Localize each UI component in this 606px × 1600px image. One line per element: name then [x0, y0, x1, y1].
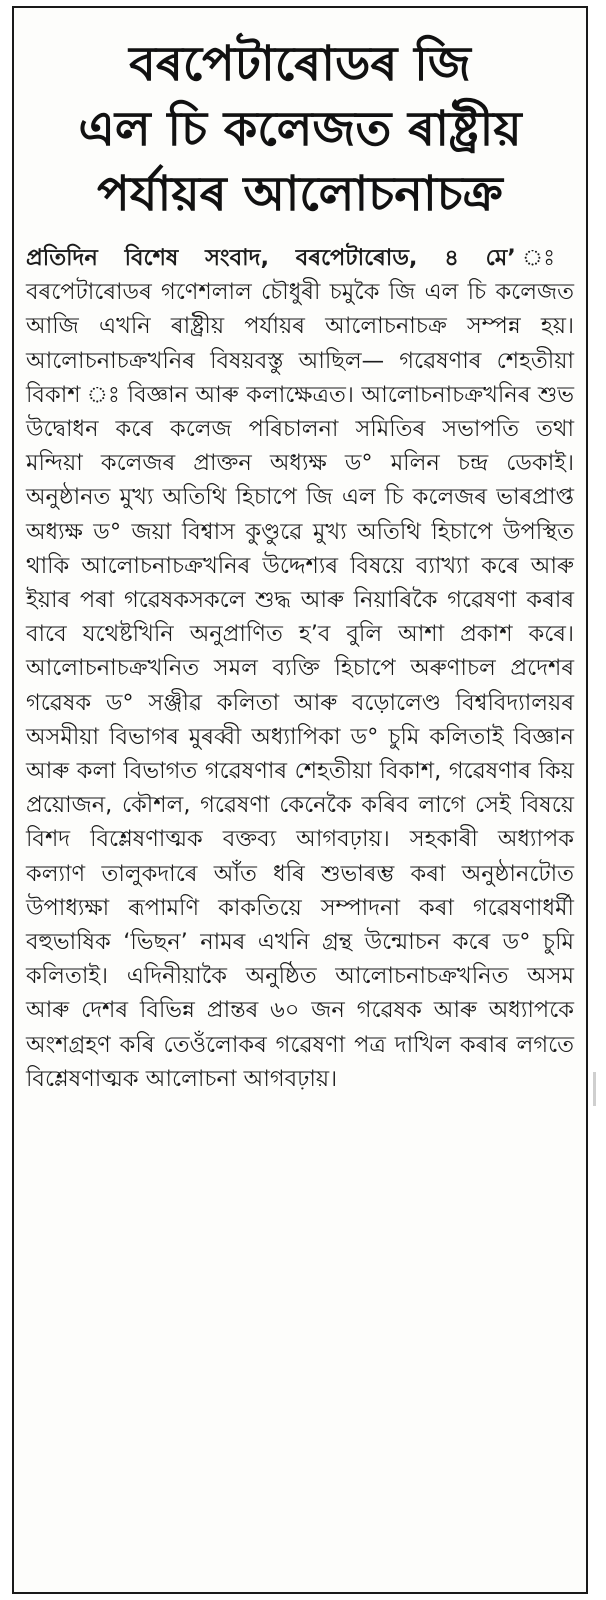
- headline-line-3: পৰ্যায়ৰ আলোচনাচক্ৰ: [97, 166, 503, 222]
- dateline: প্ৰতিদিন বিশেষ সংবাদ, বৰপেটাৰোড, ৪ মে’: [26, 245, 516, 271]
- article-body: [26, 241, 574, 1096]
- article-text: বৰপেটাৰোডৰ গণেশলাল চৌধুৰী চমুকৈ জি এল চি কলেজত আজি এখনি ৰাষ্ট্ৰীয় পৰ্যায়ৰ আলোচনাচক্ৰ সম্পন্ন হয়। আলোচনাচক্ৰখনিৰ বিষয়বস্তু আছিল— গৱেষণাৰ শেহতীয়া বিকাশ ঃ বিজ্ঞান আৰু কলাক্ষেত্ৰত। আলোচনাচক্ৰখনিৰ শুভ উদ্বোধন কৰে কলেজ পৰিচালনা সমিতিৰ সভাপতি তথা মন্দিয়া কলেজৰ প্ৰাক্তন অধ্যক্ষ ড° মলিন চন্দ্ৰ ডেকাই। অনুষ্ঠানত মুখ্য অতিথি হিচাপে জি এল চি কলেজৰ ভাৰপ্ৰাপ্ত অধ্যক্ষ ড° জয়া বিশ্বাস কুণ্ডুৱে মুখ্য অতিথি হিচাপে উপস্থিত থাকি আলোচনাচক্ৰখনিৰ উদ্দেশ্যৰ বিষয়ে ব্যাখ্যা কৰে আৰু ইয়াৰ পৰা গৱেষকসকলে শুদ্ধ আৰু নিয়াৰিকৈ গৱেষণা কৰাৰ বাবে যথেষ্টখিনি অনুপ্ৰাণিত হ’ব বুলি আশা প্ৰকাশ কৰে। আলোচনাচক্ৰখনিত সমল ব্যক্তি হিচাপে অৰুণাচল প্ৰদেশৰ গৱেষক ড° সঞ্জীৱ কলিতা আৰু বড়োলেণ্ড বিশ্ববিদ্যালয়ৰ অসমীয়া বিভাগৰ মুৰব্বী অধ্যাপিকা ড° চুমি কলিতাই বিজ্ঞান আৰু কলা বিভাগত গৱেষণাৰ শেহতীয়া বিকাশ, গৱেষণাৰ কিয় প্ৰয়োজন, কৌশল, গৱেষণা কেনেকৈ কৰিব লাগে সেই বিষয়ে বিশদ বিশ্লেষণাত্মক বক্তব্য আগবঢ়ায়। সহকাৰী অধ্যাপক কল্যাণ তালুকদাৰে আঁত ধৰি শুভাৰম্ভ কৰা অনুষ্ঠানটোত উপাধ্যক্ষা ৰূপামণি কাকতিয়ে সম্পাদনা কৰা গৱেষণাধৰ্মী বহুভাষিক ‘ভিছন’ নামৰ এখনি গ্ৰন্থ উন্মোচন কৰে ড° চুমি কলিতাই। এদিনীয়াকৈ অনুষ্ঠিত আলোচনাচক্ৰখনিত অসম আৰু দেশৰ বিভিন্ন প্ৰান্তৰ ৬০ জন গৱেষক আৰু অধ্যাপকে অংশগ্ৰহণ কৰি তেওঁলোকৰ গৱেষণা পত্ৰ দাখিল কৰাৰ লগতে বিশ্লেষণাত্মক আলোচনা আগবঢ়ায়।: [26, 279, 574, 1092]
- edge-mark: [593, 1072, 596, 1106]
- news-clipping: [12, 6, 588, 1594]
- headline: [24, 32, 576, 227]
- headline-line-1: বৰপেটাৰোডৰ জি: [129, 36, 471, 92]
- headline-line-2: এল চি কলেজত ৰাষ্ট্ৰীয়: [78, 101, 522, 157]
